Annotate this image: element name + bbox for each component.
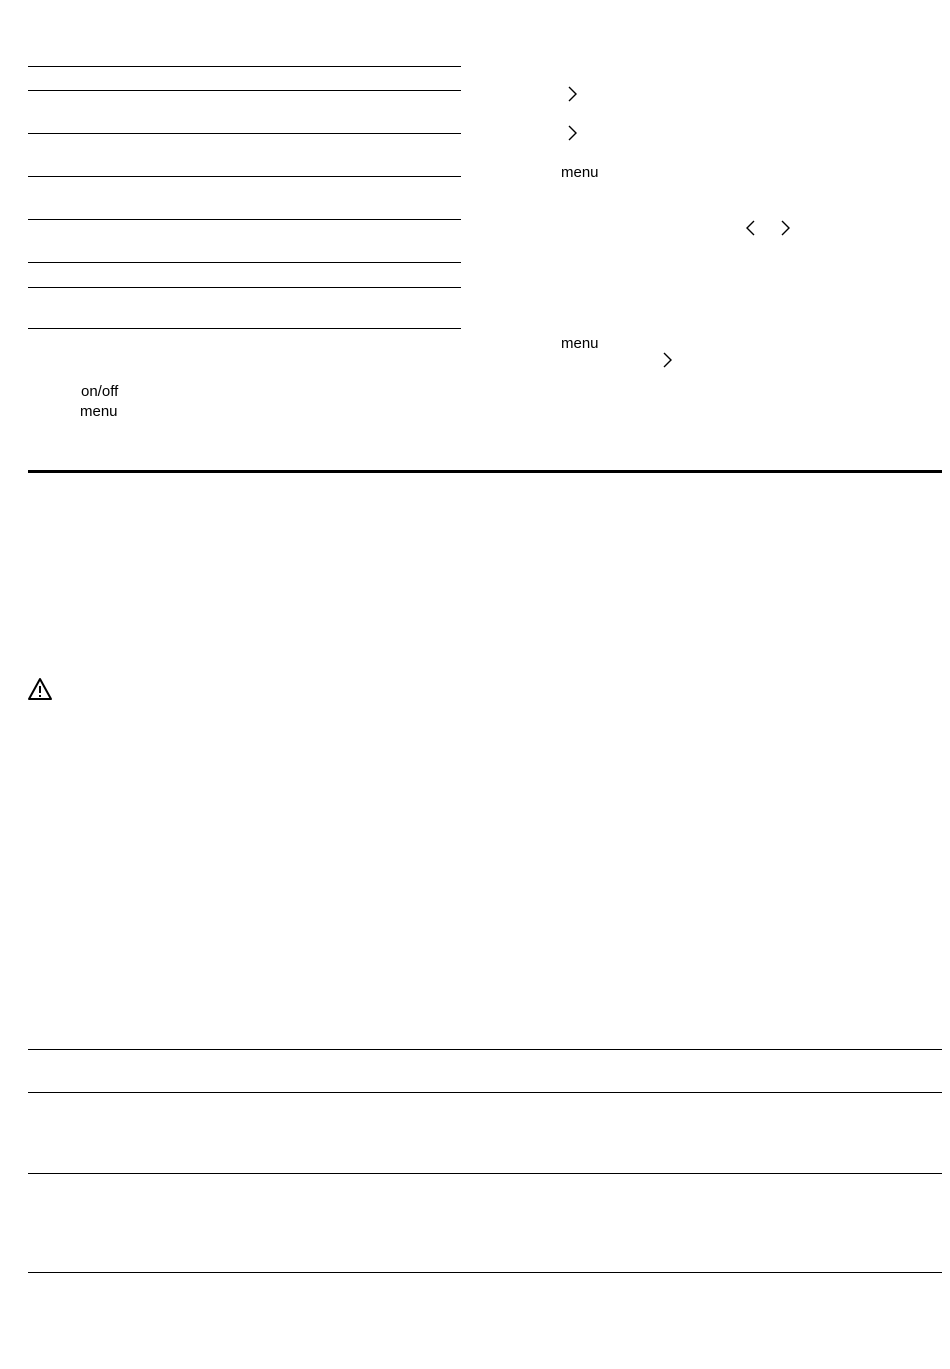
table-rule xyxy=(28,90,461,91)
table-rule xyxy=(28,287,461,288)
warning-triangle-icon xyxy=(27,677,53,701)
menu-button-label: menu xyxy=(561,335,599,352)
table-rule xyxy=(28,262,461,263)
table-rule xyxy=(28,219,461,220)
chevron-right-icon xyxy=(566,125,578,141)
table-rule xyxy=(28,328,461,329)
table-rule xyxy=(28,1092,942,1093)
section-divider xyxy=(28,470,942,473)
table-rule xyxy=(28,1049,942,1050)
table-rule xyxy=(28,66,461,67)
table-rule xyxy=(28,1272,942,1273)
menu-button-label: menu xyxy=(80,403,118,420)
table-rule xyxy=(28,1173,942,1174)
on-off-button-label: on/off xyxy=(81,383,119,400)
chevron-right-icon xyxy=(566,86,578,102)
chevron-right-icon xyxy=(661,352,673,368)
chevron-left-icon xyxy=(745,220,757,236)
table-rule xyxy=(28,133,461,134)
chevron-right-icon xyxy=(779,220,791,236)
table-rule xyxy=(28,176,461,177)
menu-button-label: menu xyxy=(561,164,599,181)
